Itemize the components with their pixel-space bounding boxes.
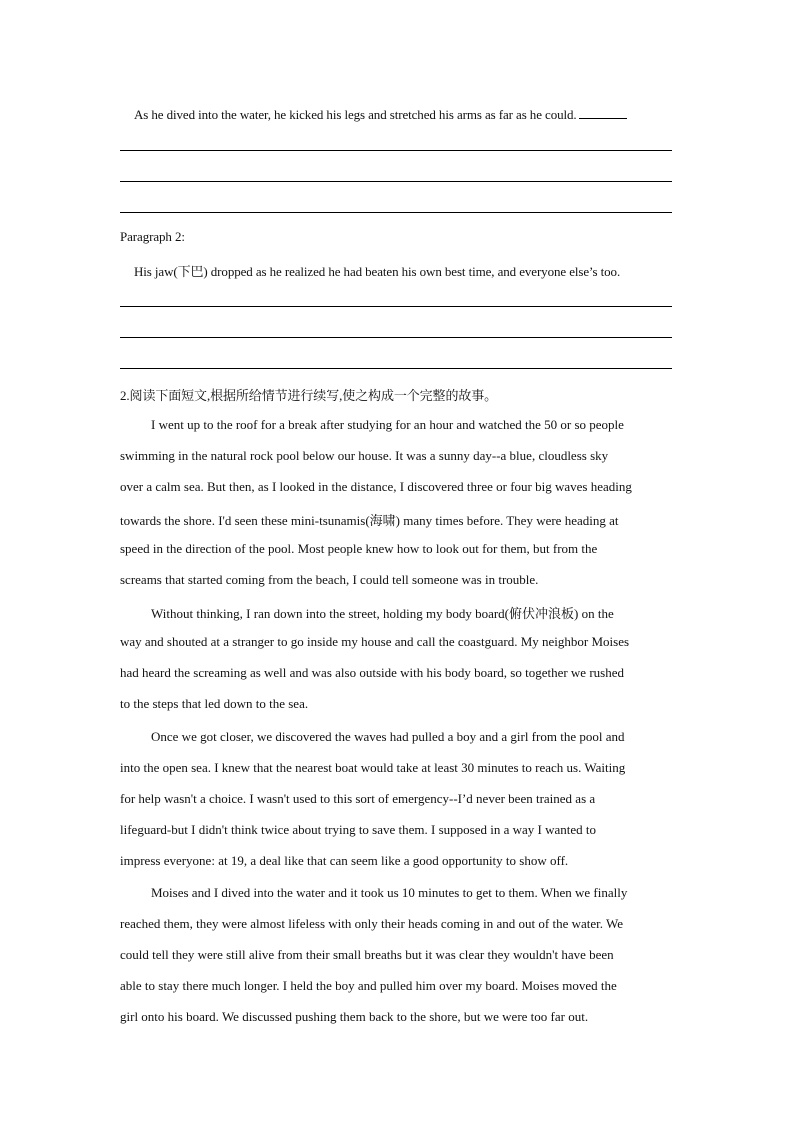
passage-line: over a calm sea. But then, as I looked in the distance, I discovered three or four big waves heading <box>120 479 632 494</box>
writing-line[interactable] <box>120 337 672 338</box>
passage-line: screams that started coming from the beach, I could tell someone was in trouble. <box>120 572 539 587</box>
passage-line: speed in the direction of the pool. Most people knew how to look out for them, but from the <box>120 541 598 556</box>
passage-line: towards the shore. I'd seen these mini-tsunamis(海啸) many times before. They were heading at <box>120 513 619 528</box>
passage-line: Moises and I dived into the water and it took us 10 minutes to get to them. When we finally <box>151 885 628 900</box>
paragraph2-opening-sentence: His jaw(下巴) dropped as he realized he had beaten his own best time, and everyone else’s too. <box>134 264 621 279</box>
question2-instruction: 2.阅读下面短文,根据所给情节进行续写,使之构成一个完整的故事。 <box>120 388 498 403</box>
writing-line[interactable] <box>120 181 672 182</box>
passage-line: for help wasn't a choice. I wasn't used to this sort of emergency--I’d never been trained as a <box>120 791 596 806</box>
paragraph2-label: Paragraph 2: <box>120 229 185 244</box>
passage-line: to the steps that led down to the sea. <box>120 696 309 711</box>
passage-line: Without thinking, I ran down into the street, holding my body board(俯伏冲浪板) on the <box>151 606 614 621</box>
passage-line: impress everyone: at 19, a deal like that can seem like a good opportunity to show off. <box>120 853 569 868</box>
writing-line[interactable] <box>120 212 672 213</box>
passage-line: reached them, they were almost lifeless with only their heads coming in and out of the water. We <box>120 916 624 931</box>
passage-line: could tell they were still alive from their small breaths but it was clear they wouldn't have been <box>120 947 614 962</box>
passage-line: swimming in the natural rock pool below our house. It was a sunny day--a blue, cloudless sky <box>120 448 609 463</box>
answer-blank[interactable] <box>579 105 627 119</box>
writing-line[interactable] <box>120 306 672 307</box>
writing-line[interactable] <box>120 368 672 369</box>
writing-line[interactable] <box>120 150 672 151</box>
passage-line: I went up to the roof for a break after studying for an hour and watched the 50 or so people <box>151 417 624 432</box>
passage-line: had heard the screaming as well and was also outside with his body board, so together we rushed <box>120 665 624 680</box>
passage-line: lifeguard-but I didn't think twice about trying to save them. I supposed in a way I wanted to <box>120 822 597 837</box>
passage-line: girl onto his board. We discussed pushing them back to the shore, but we were too far out. <box>120 1009 589 1024</box>
passage-line: able to stay there much longer. I held the boy and pulled him over my board. Moises moved the <box>120 978 617 993</box>
passage-line: way and shouted at a stranger to go inside my house and call the coastguard. My neighbor Moises <box>120 634 630 649</box>
passage-line: into the open sea. I knew that the nearest boat would take at least 30 minutes to reach us. Waiting <box>120 760 626 775</box>
passage-line: Once we got closer, we discovered the waves had pulled a boy and a girl from the pool and <box>151 729 625 744</box>
paragraph1-opening-sentence: As he dived into the water, he kicked his legs and stretched his arms as far as he could. <box>134 105 627 123</box>
